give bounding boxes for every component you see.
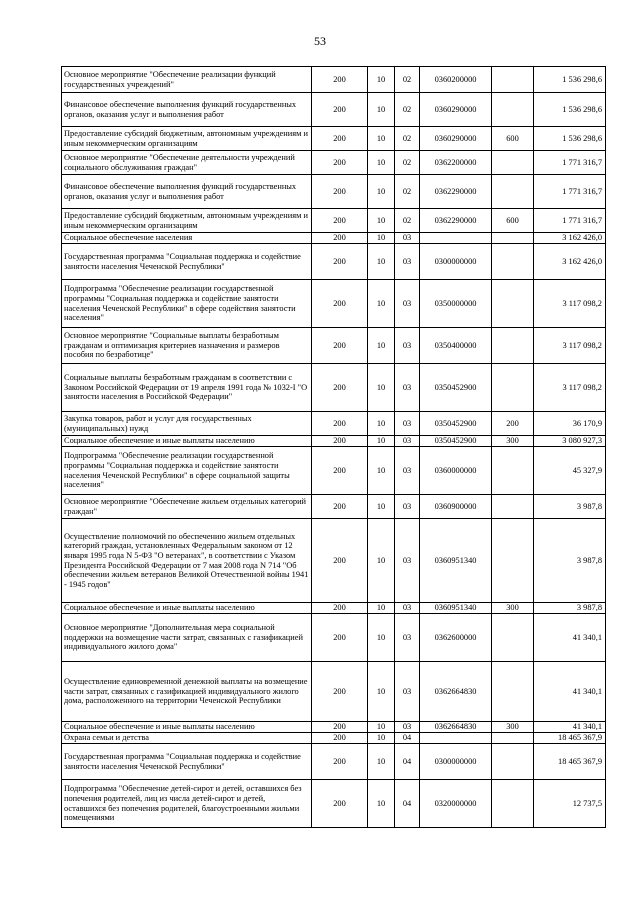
row-department: 200 (312, 67, 368, 93)
table-row (62, 280, 606, 328)
row-department: 200 (312, 495, 368, 519)
row-department: 200 (312, 175, 368, 209)
row-section: 10 (368, 603, 395, 614)
row-subsection: 03 (395, 519, 420, 603)
row-department: 200 (312, 603, 368, 614)
row-expense-type: 300 (492, 603, 534, 614)
row-name: Социальные выплаты безработным гражданам в соответствии с Законом Российской Федерации от 19 апреля 1991 года № 1032-I "О занятости населения в Российской Федерации" (62, 364, 312, 412)
row-name: Осуществление единовременной денежной выплаты на возмещение части затрат, связанных с газификацией индивидуального жилого дома, расположенного на территории Чеченской Республики (62, 662, 312, 722)
table-row (62, 603, 606, 614)
table-row (62, 127, 606, 151)
row-subsection: 03 (395, 722, 420, 733)
row-department: 200 (312, 151, 368, 175)
table-row (62, 328, 606, 364)
row-section: 10 (368, 722, 395, 733)
row-amount: 36 170,9 (534, 412, 606, 436)
row-section: 10 (368, 280, 395, 328)
row-department: 200 (312, 364, 368, 412)
row-name: Подпрограмма "Обеспечение реализации государственной программы "Социальная поддержка и содействие занятости населения Чеченской Республики" в сфере содействия занятости населения" (62, 280, 312, 328)
row-subsection: 02 (395, 151, 420, 175)
table-row (62, 93, 606, 127)
row-subsection: 03 (395, 436, 420, 447)
row-amount: 3 117 098,2 (534, 328, 606, 364)
row-target-article: 0360900000 (420, 495, 492, 519)
row-name: Социальное обеспечение и иные выплаты населению (62, 722, 312, 733)
row-expense-type (492, 744, 534, 780)
table-row (62, 519, 606, 603)
row-department: 200 (312, 436, 368, 447)
row-section: 10 (368, 175, 395, 209)
row-amount: 1 771 316,7 (534, 175, 606, 209)
row-department: 200 (312, 614, 368, 662)
table-row (62, 244, 606, 280)
row-target-article: 0360000000 (420, 447, 492, 495)
row-department: 200 (312, 780, 368, 828)
row-section: 10 (368, 151, 395, 175)
row-section: 10 (368, 244, 395, 280)
row-name: Закупка товаров, работ и услуг для государственных (муниципальных) нужд (62, 412, 312, 436)
row-section: 10 (368, 93, 395, 127)
row-subsection: 03 (395, 603, 420, 614)
row-expense-type (492, 93, 534, 127)
row-department: 200 (312, 744, 368, 780)
row-section: 10 (368, 412, 395, 436)
row-expense-type: 300 (492, 722, 534, 733)
row-target-article: 0350400000 (420, 328, 492, 364)
row-department: 200 (312, 412, 368, 436)
row-expense-type (492, 614, 534, 662)
row-department: 200 (312, 127, 368, 151)
row-target-article (420, 733, 492, 744)
row-section: 10 (368, 614, 395, 662)
row-target-article: 0360290000 (420, 127, 492, 151)
row-expense-type (492, 447, 534, 495)
row-target-article: 0320000000 (420, 780, 492, 828)
row-target-article: 0362290000 (420, 175, 492, 209)
table-row (62, 175, 606, 209)
row-expense-type: 600 (492, 127, 534, 151)
row-name: Основное мероприятие "Дополнительная мера социальной поддержки на возмещение части затрат, связанных с газификацией индивидуального жилого дома" (62, 614, 312, 662)
table-row (62, 233, 606, 244)
row-subsection: 02 (395, 209, 420, 233)
row-name: Социальное обеспечение и иные выплаты населению (62, 436, 312, 447)
row-department: 200 (312, 244, 368, 280)
row-subsection: 03 (395, 447, 420, 495)
row-target-article: 0350452900 (420, 412, 492, 436)
table-row (62, 209, 606, 233)
row-name: Основное мероприятие "Обеспечение деятельности учреждений социального обслуживания граждан" (62, 151, 312, 175)
table-row (62, 780, 606, 828)
table-row (62, 151, 606, 175)
table-row (62, 364, 606, 412)
row-department: 200 (312, 280, 368, 328)
row-section: 10 (368, 233, 395, 244)
row-section: 10 (368, 364, 395, 412)
row-amount: 45 327,9 (534, 447, 606, 495)
row-department: 200 (312, 328, 368, 364)
row-name: Предоставление субсидий бюджетным, автономным учреждениям и иным некоммерческим организациям (62, 127, 312, 151)
row-target-article: 0362664830 (420, 662, 492, 722)
table-row (62, 662, 606, 722)
row-department: 200 (312, 722, 368, 733)
row-name: Предоставление субсидий бюджетным, автономным учреждениям и иным некоммерческим организациям (62, 209, 312, 233)
row-section: 10 (368, 436, 395, 447)
row-expense-type (492, 280, 534, 328)
row-section: 10 (368, 780, 395, 828)
row-subsection: 02 (395, 93, 420, 127)
row-department: 200 (312, 233, 368, 244)
table-row (62, 412, 606, 436)
row-subsection: 03 (395, 412, 420, 436)
row-expense-type (492, 67, 534, 93)
row-subsection: 03 (395, 614, 420, 662)
row-amount: 18 465 367,9 (534, 744, 606, 780)
row-subsection: 02 (395, 175, 420, 209)
row-target-article: 0350452900 (420, 364, 492, 412)
row-target-article: 0360290000 (420, 93, 492, 127)
row-amount: 12 737,5 (534, 780, 606, 828)
row-subsection: 04 (395, 744, 420, 780)
row-amount: 3 117 098,2 (534, 364, 606, 412)
row-subsection: 04 (395, 733, 420, 744)
row-amount: 1 771 316,7 (534, 209, 606, 233)
row-subsection: 04 (395, 780, 420, 828)
table-row (62, 722, 606, 733)
budget-table-body (62, 67, 606, 828)
row-amount: 3 987,8 (534, 519, 606, 603)
row-subsection: 03 (395, 662, 420, 722)
row-amount: 1 536 298,6 (534, 67, 606, 93)
row-target-article: 0362664830 (420, 722, 492, 733)
row-name: Охрана семьи и детства (62, 733, 312, 744)
table-row (62, 436, 606, 447)
row-name: Осуществление полномочий по обеспечению жильем отдельных категорий граждан, установленных Федеральным законом от 12 января 1995 года N 5-ФЗ "О ветеранах", в соответствии с Указом Президента Российской Федерации от 7 мая 2008 года N 714 "Об обеспечении жильем ветеранов Великой Отечественной войны 1941 - 1945 годов" (62, 519, 312, 603)
row-expense-type (492, 244, 534, 280)
row-target-article: 0362290000 (420, 209, 492, 233)
row-department: 200 (312, 519, 368, 603)
row-expense-type (492, 151, 534, 175)
row-name: Основное мероприятие "Обеспечение реализации функций государственных учреждений" (62, 67, 312, 93)
row-subsection: 03 (395, 364, 420, 412)
row-amount: 18 465 367,9 (534, 733, 606, 744)
row-expense-type (492, 780, 534, 828)
row-expense-type (492, 519, 534, 603)
row-amount: 1 771 316,7 (534, 151, 606, 175)
row-amount: 3 162 426,0 (534, 233, 606, 244)
row-target-article: 0362200000 (420, 151, 492, 175)
row-name: Основное мероприятие "Обеспечение жильем отдельных категорий граждан" (62, 495, 312, 519)
row-department: 200 (312, 662, 368, 722)
row-amount: 3 162 426,0 (534, 244, 606, 280)
row-target-article: 0350000000 (420, 280, 492, 328)
row-target-article: 0360951340 (420, 519, 492, 603)
row-amount: 3 117 098,2 (534, 280, 606, 328)
row-amount: 41 340,1 (534, 614, 606, 662)
row-amount: 1 536 298,6 (534, 93, 606, 127)
row-name: Подпрограмма "Обеспечение реализации государственной программы "Социальная поддержка и содействие занятости населения Чеченской Республики" в сфере социальной защиты населения" (62, 447, 312, 495)
row-expense-type: 200 (492, 412, 534, 436)
row-target-article: 0350452900 (420, 436, 492, 447)
page-number: 53 (314, 34, 326, 48)
row-amount: 3 987,8 (534, 495, 606, 519)
row-department: 200 (312, 733, 368, 744)
row-subsection: 02 (395, 127, 420, 151)
row-section: 10 (368, 127, 395, 151)
row-subsection: 03 (395, 328, 420, 364)
row-expense-type (492, 662, 534, 722)
row-target-article: 0360200000 (420, 67, 492, 93)
row-expense-type (492, 328, 534, 364)
row-amount: 41 340,1 (534, 662, 606, 722)
row-name: Подпрограмма "Обеспечение детей-сирот и детей, оставшихся без попечения родителей, лиц из числа детей-сирот и детей, оставшихся без попечения родителей, благоустроенными жильми помещениями (62, 780, 312, 828)
row-amount: 3 987,8 (534, 603, 606, 614)
table-row (62, 733, 606, 744)
row-target-article: 0360951340 (420, 603, 492, 614)
table-row (62, 447, 606, 495)
row-section: 10 (368, 495, 395, 519)
row-name: Финансовое обеспечение выполнения функций государственных органов, оказания услуг и выполнения работ (62, 175, 312, 209)
row-subsection: 02 (395, 67, 420, 93)
row-section: 10 (368, 447, 395, 495)
row-amount: 3 080 927,3 (534, 436, 606, 447)
row-subsection: 03 (395, 233, 420, 244)
row-target-article: 0300000000 (420, 744, 492, 780)
row-expense-type: 600 (492, 209, 534, 233)
row-department: 200 (312, 93, 368, 127)
row-section: 10 (368, 744, 395, 780)
row-expense-type: 300 (492, 436, 534, 447)
row-name: Социальное обеспечение и иные выплаты населению (62, 603, 312, 614)
row-name: Государственная программа "Социальная поддержка и содействие занятости населения Чеченской Республики" (62, 244, 312, 280)
row-section: 10 (368, 519, 395, 603)
table-row (62, 614, 606, 662)
row-name: Основное мероприятие "Социальные выплаты безработным гражданам и оптимизация критериев назначения и размеров пособия по безработице" (62, 328, 312, 364)
row-amount: 1 536 298,6 (534, 127, 606, 151)
row-section: 10 (368, 328, 395, 364)
row-expense-type (492, 364, 534, 412)
row-section: 10 (368, 662, 395, 722)
row-expense-type (492, 175, 534, 209)
row-name: Финансовое обеспечение выполнения функций государственных органов, оказания услуг и выполнения работ (62, 93, 312, 127)
row-subsection: 03 (395, 280, 420, 328)
row-section: 10 (368, 733, 395, 744)
row-expense-type (492, 495, 534, 519)
budget-table (61, 66, 606, 828)
row-name: Социальное обеспечение населения (62, 233, 312, 244)
row-name: Государственная программа "Социальная поддержка и содействие занятости населения Чеченской Республики" (62, 744, 312, 780)
row-expense-type (492, 233, 534, 244)
row-target-article (420, 233, 492, 244)
table-row (62, 744, 606, 780)
row-department: 200 (312, 209, 368, 233)
row-subsection: 03 (395, 244, 420, 280)
row-department: 200 (312, 447, 368, 495)
table-row (62, 67, 606, 93)
row-section: 10 (368, 209, 395, 233)
row-subsection: 03 (395, 495, 420, 519)
row-target-article: 0362600000 (420, 614, 492, 662)
table-row (62, 495, 606, 519)
row-expense-type (492, 733, 534, 744)
row-section: 10 (368, 67, 395, 93)
row-amount: 41 340,1 (534, 722, 606, 733)
row-target-article: 0300000000 (420, 244, 492, 280)
